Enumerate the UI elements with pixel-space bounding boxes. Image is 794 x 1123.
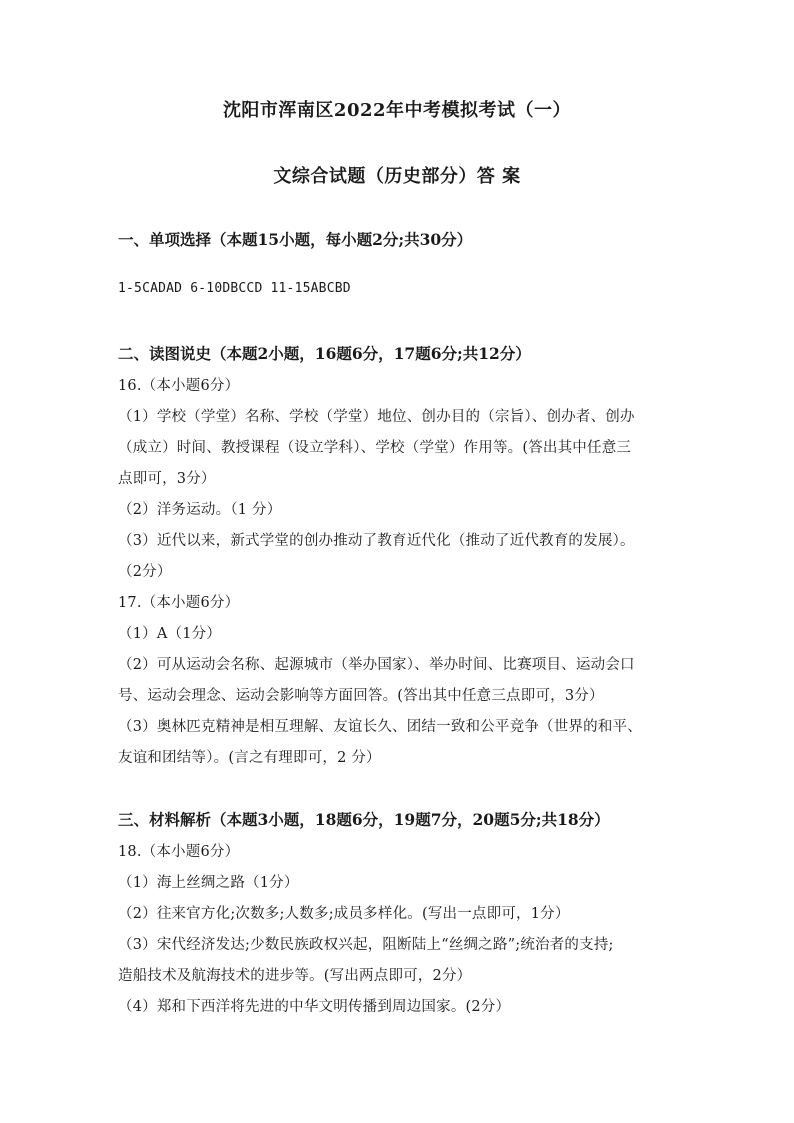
section-2-line: 友谊和团结等）。(言之有理即可，2 分） <box>118 750 381 766</box>
section-2-line: （2）可从运动会名称、起源城市（举办国家）、举办时间、比赛项目、运动会口 <box>118 657 635 673</box>
exam-title: 沈阳市浑南区2022年中考模拟考试（一） <box>222 100 572 121</box>
section-2-line: 点即可，3分） <box>118 471 216 487</box>
section-3-line: （4）郑和下西洋将先进的中华文明传播到周边国家。(2分） <box>118 999 511 1015</box>
section-2-line: （1）学校（学堂）名称、学校（学堂）地位、创办目的（宗旨）、创办者、创办 <box>118 409 635 425</box>
section-3-heading: 三、材料解析（本题3小题，18题6分，19题7分，20题5分;共18分） <box>118 810 610 829</box>
section-2-line: （成立）时间、教授课程（设立学科）、学校（学堂）作用等。(答出其中任意三 <box>118 440 632 456</box>
section-1-answers: 1-5CADAD 6-10DBCCD 11-15ABCBD <box>118 281 351 296</box>
section-3-line: 18.（本小题6分） <box>118 844 240 860</box>
section-2-line: （2分） <box>118 564 172 580</box>
section-2-line: 16.（本小题6分） <box>118 378 240 394</box>
section-3-line: （2）往来官方化;次数多;人数多;成员多样化。(写出一点即可，1分） <box>118 906 570 922</box>
section-2-line: （3）奥林匹克精神是相互理解、友谊长久、团结一致和公平竞争（世界的和平、 <box>118 719 642 735</box>
section-3-line: 造船技术及航海技术的进步等。(写出两点即可，2分） <box>118 968 472 984</box>
section-3-line: （1）海上丝绸之路（1分） <box>118 875 299 891</box>
section-1-heading: 一、单项选择（本题15小题，每小题2分;共30分） <box>118 230 473 249</box>
section-2-line: 号、运动会理念、运动会影响等方面回答。(答出其中任意三点即可，3分） <box>118 688 604 704</box>
section-3-line: （3）宋代经济发达;少数民族政权兴起，阻断陆上“丝绸之路”;统治者的支持; <box>118 937 614 953</box>
section-2-line: 17.（本小题6分） <box>118 595 240 611</box>
section-2-heading: 二、读图说史（本题2小题，16题6分，17题6分;共12分） <box>118 344 531 363</box>
section-2-line: （3）近代以来，新式学堂的创办推动了教育近代化（推动了近代教育的发展）。 <box>118 533 635 549</box>
exam-subtitle: 文综合试题（历史部分）答 案 <box>273 166 521 187</box>
section-2-line: （1）A（1分） <box>118 626 222 642</box>
section-2-line: （2）洋务运动。（1 分） <box>118 502 282 518</box>
